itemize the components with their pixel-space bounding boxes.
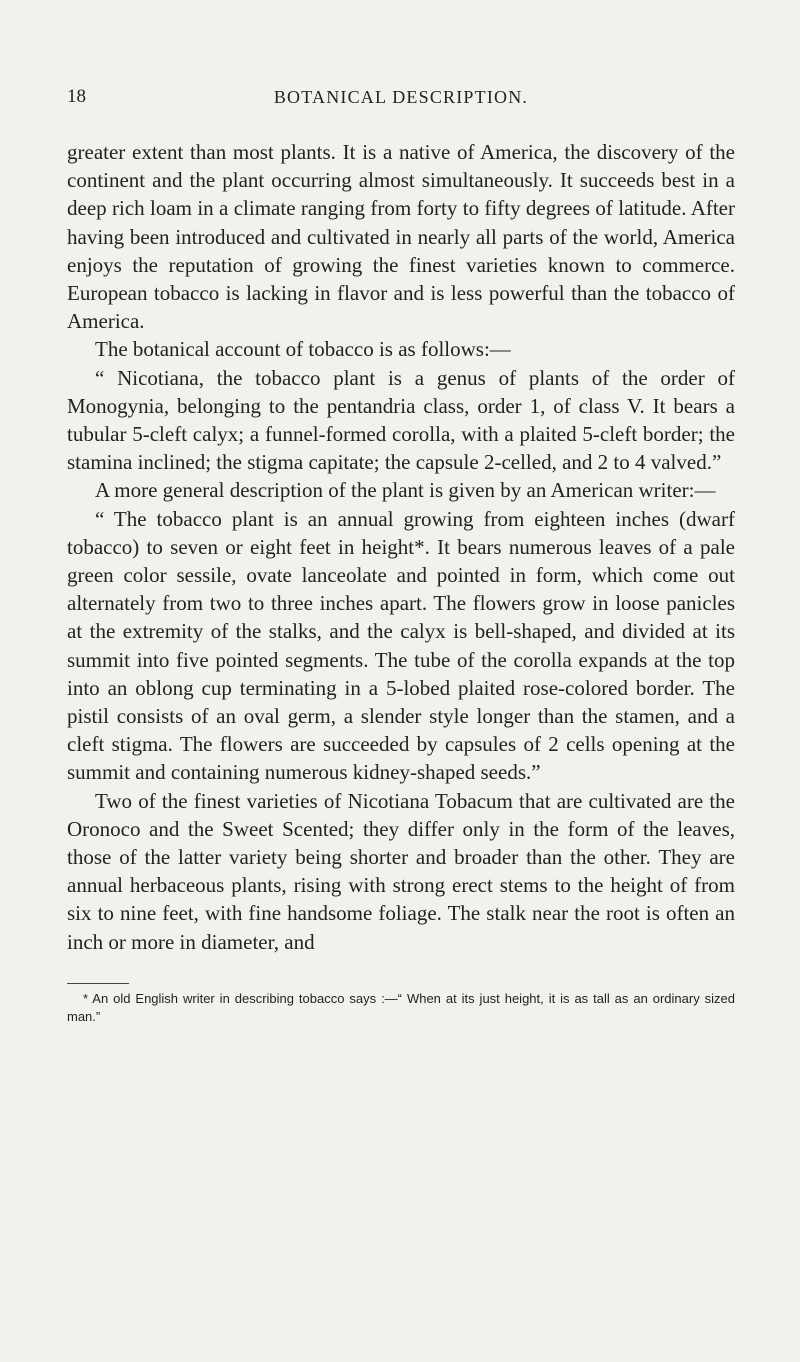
paragraph-botanical-intro: The botanical account of tobacco is as follows:—: [95, 337, 511, 362]
paragraph-general-intro: A more general description of the plant is given by an American writer:—: [95, 478, 716, 503]
page-number: 18: [67, 86, 86, 107]
quote-nicotiana: “ Nicotiana, the tobacco plant is a genus of plants of the order of Monogynia, belonging to the pentandria class, order 1, of class V. It bears a tubular 5-cleft calyx; a funnel-formed corolla, with a plaited 5-cleft border; the stamina inclined; the stigma capitate; the capsule 2-celled, and 2 to 4 valved.”: [67, 365, 735, 475]
page-header: [67, 86, 735, 122]
quote-american-writer: “ The tobacco plant is an annual growing from eighteen inches (dwarf tobacco) to seven or eight feet in height*. It bears numerous leaves of a pale green color sessile, ovate lanceolate and pointed in form, which come out alternately from two to three inches apart. The flowers grow in loose panicles at the extremity of the stalks, and the calyx is bell-shaped, and divided at its summit into five pointed segments. The tube of the corolla expands at the top into an oblong cup terminating in a 5-lobed plaited rose-colored border. The pistil consists of an oval germ, a slender style longer than the stamen, and a cleft stigma. The flowers are succeeded by capsules of 2 cells opening at the summit and containing numerous kidney-shaped seeds.”: [67, 506, 735, 785]
paragraph-continuation: greater extent than most plants. It is a native of America, the discovery of the continent and the plant occurring almost simultaneously. It succeeds best in a deep rich loam in a climate ranging from forty to fifty degrees of latitude. After having been introduced and cultivated in nearly all parts of the world, America enjoys the reputation of growing the finest varieties known to commerce. European tobacco is lacking in flavor and is less powerful than the tobacco of America.: [67, 140, 735, 334]
footnote: * An old English writer in describing tobacco says :—“ When at its just height, it is as tall as an ordinary sized man.”: [67, 990, 735, 1024]
footnote-divider: [67, 983, 129, 984]
running-title: BOTANICAL DESCRIPTION.: [273, 87, 529, 107]
paragraph-varieties: Two of the finest varieties of Nicotiana Tobacum that are cultivated are the Oronoco and the Sweet Scented; they differ only in the form of the leaves, those of the latter variety being shorter and broader than the other. They are annual herbaceous plants, rising with strong erect stems to the height of from six to nine feet, with fine handsome foliage. The stalk near the root is often an inch or more in diameter, and: [67, 788, 735, 954]
page: [67, 86, 735, 1026]
